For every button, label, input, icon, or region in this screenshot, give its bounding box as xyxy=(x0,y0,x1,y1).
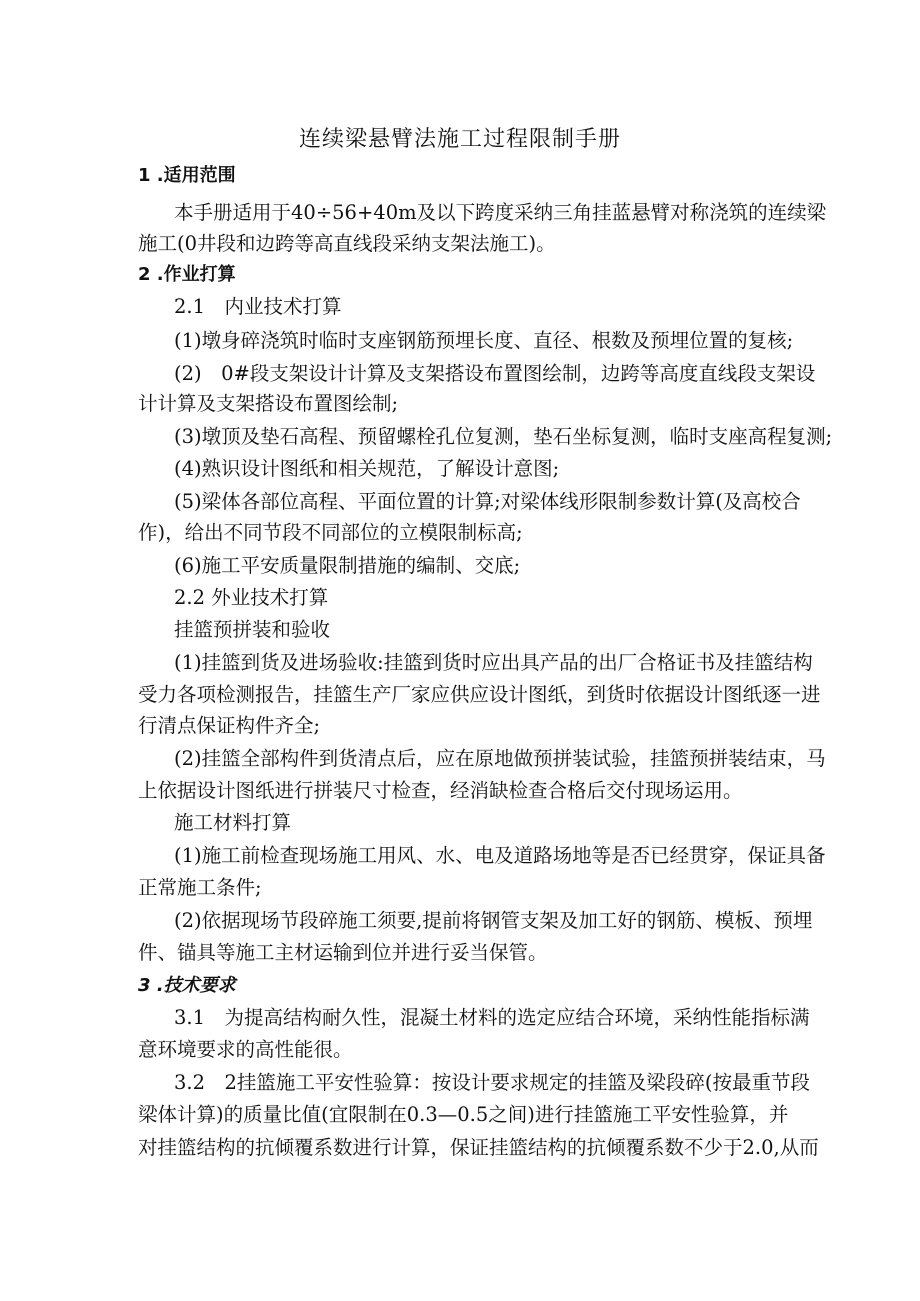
subsection-heading: 挂篮预拼装和验收 xyxy=(174,618,331,641)
subsection-heading: 2.2 外业技术打算 xyxy=(174,586,329,609)
section-2-heading: 2 .作业打算 xyxy=(138,264,236,285)
list-item-continued: 作)，给出不同节段不同部位的立模限制标高; xyxy=(138,521,523,544)
list-item: (4)熟识设计图纸和相关规范，了解设计意图; xyxy=(174,457,560,480)
list-item-continued: 受力各项检测报告，挂篮生产厂家应供应设计图纸，到货时依据设计图纸逐一进 xyxy=(138,683,821,706)
list-item: (6)施工平安质量限制措施的编制、交底; xyxy=(174,554,521,577)
paragraph-line: 本手册适用于40÷56+40m及以下跨度采纳三角挂蓝悬臂对称浇筑的连续梁 xyxy=(174,201,827,224)
list-item: (2)依据现场节段碎施工须要,提前将钢管支架及加工好的钢筋、模板、预埋 xyxy=(174,909,813,932)
list-item: (1)施工前检查现场施工用风、水、电及道路场地等是否已经贯穿，保证具备 xyxy=(174,844,826,867)
list-item-continued: 行清点保证构件齐全; xyxy=(138,714,321,737)
paragraph-line: 3.2 2挂篮施工平安性验算：按设计要求规定的挂篮及梁段碎(按最重节段 xyxy=(174,1071,811,1094)
paragraph-line: 3.1 为提高结构耐久性，混凝土材料的选定应结合环境，采纳性能指标满 xyxy=(174,1006,810,1029)
list-item: (2) 0#段支架设计计算及支架搭设布置图绘制，边跨等高度直线段支架设 xyxy=(174,362,816,385)
list-item-continued: 件、锚具等施工主材运输到位并进行妥当保管。 xyxy=(138,941,548,964)
paragraph-line: 意环境要求的高性能很。 xyxy=(138,1038,353,1061)
list-item: (5)梁体各部位高程、平面位置的计算;对梁体线形限制参数计算(及高校合 xyxy=(174,490,801,513)
list-item-continued: 上依据设计图纸进行拼装尺寸检查，经消缺检查合格后交付现场运用。 xyxy=(138,779,743,802)
list-item: (3)墩顶及垫石高程、预留螺栓孔位复测，垫石坐标复测，临时支座高程复测; xyxy=(174,425,833,448)
list-item: (2)挂篮全部构件到货清点后，应在原地做预拼装试验，挂篮预拼装结束，马 xyxy=(174,747,826,770)
list-item: (1)墩身碎浇筑时临时支座钢筋预埋长度、直径、根数及预埋位置的复核; xyxy=(174,329,794,352)
section-3-heading: 3 .技术要求 xyxy=(138,975,236,996)
list-item-continued: 正常施工条件; xyxy=(138,876,262,899)
page-title: 连续梁悬臂法施工过程限制手册 xyxy=(298,127,621,152)
subsection-heading: 2.1 内业技术打算 xyxy=(174,295,342,318)
paragraph-line: 施工(0井段和边跨等高直线段采纳支架法施工)。 xyxy=(138,232,556,255)
subsection-heading: 施工材料打算 xyxy=(174,811,292,834)
paragraph-line: 梁体计算)的质量比值(宜限制在0.3—0.5之间)进行挂篮施工平安性验算，并 xyxy=(138,1103,789,1126)
list-item-continued: 计计算及支架搭设布置图绘制; xyxy=(138,392,399,415)
list-item: (1)挂篮到货及进场验收:挂篮到货时应出具产品的出厂合格证书及挂篮结构 xyxy=(174,651,813,674)
paragraph-line: 对挂篮结构的抗倾覆系数进行计算，保证挂篮结构的抗倾覆系数不少于2.0,从而 xyxy=(138,1136,819,1159)
section-1-heading: 1 .适用范围 xyxy=(138,165,236,186)
